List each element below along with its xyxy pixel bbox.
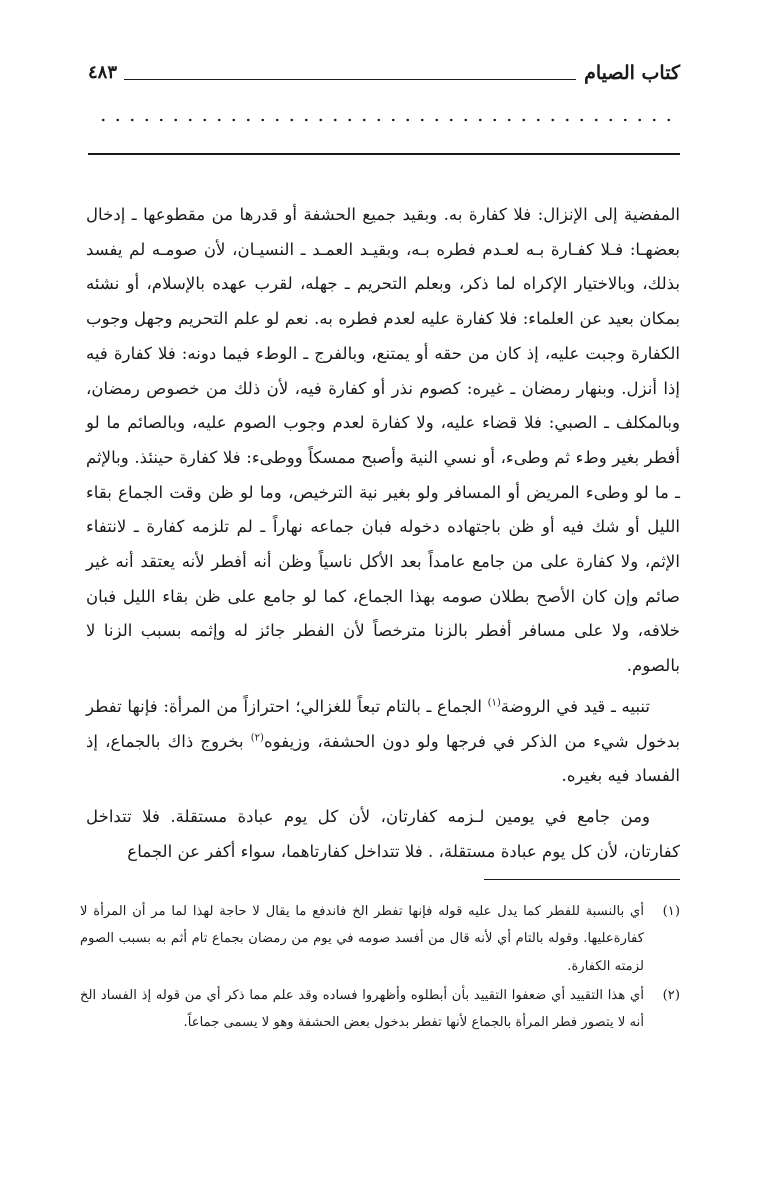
footnote-number: (١) <box>662 904 680 919</box>
running-header <box>88 62 680 92</box>
footnotes <box>80 898 680 1038</box>
footnote-number: (٢) <box>662 987 680 1003</box>
text-run: بخروج ذاك بالجماع، إذ الفساد فيه بغيره. <box>86 731 680 786</box>
page-number: ٤٨٣ <box>88 62 118 83</box>
footnote-text: أي بالنسبة للفطر كما يدل عليه قوله فإنها تفطر الخ فاندفع ما يقال لا حاجة لهذا لما مر أن المرأة لا كفارةعليها. وقوله بالتام أي لأنه قال من أفسد صومه في يوم من رمضان بجماع تام أثم به بسبب الصوم لزمته الكفارة. <box>80 904 644 974</box>
chapter-title: كتاب الصيام <box>584 62 680 84</box>
footnote-separator <box>484 879 680 880</box>
text-run: الجماع ـ بالتام تبعاً للغزالي؛ احترازاً من المرأة: فإنها تفطر بدخول شيء من الذكر في فرجها ولو دون الحشفة، وزيفوه <box>86 696 680 751</box>
paragraph: ومن جامع في يومين لـزمه كفارتان، لأن كل يوم عبادة مستقلة. فلا تتداخل كفارتان، لأن كل يوم عبادة مستقلة، . فلا تتداخل كفارتاهما، سواء أكفر عن الجماع <box>86 806 680 861</box>
dotted-divider <box>96 114 676 126</box>
top-rule <box>88 153 680 155</box>
footnote <box>80 982 680 1037</box>
paragraph: المفضية إلى الإنزال: فلا كفارة به. وبقيد جميع الحشفة أو قدرها من مقطوعها ـ إدخال بعضهـا: فـلا كفـارة بـه لعـدم فطره بـه، وبقيـد العمـد ـ النسيـان، لأن صومـه لم يفسد بذلك، وبالاختيار الإكراه لما ذكر، وبعلم التحريم ـ جهله، لقرب عهده بالإسلام، أو نشئه بمكان بعيد عن العلماء: فلا كفارة عليه لعدم فطره به. نعم لو علم التحريم وجهل وجوب الكفارة وجبت عليه، إذ كان من حقه أو يمتنع، وبالفرج ـ الوطء فيما دونه: فلا كفارة فيه إذا أنزل. وبنهار رمضان ـ غيره: كصوم نذر أو كفارة فيه، لأن ذلك من خصوص رمضان، وبالمكلف ـ الصبي: فلا قضاء عليه، ولا كفارة لعدم وجوب الصوم عليه، وبالصائم ما لو أفطر بغير وطء ثم وطىء، أو نسي النية وأصبح ممسكاً ووطىء: فلا كفارة حينئذ. وبالإثم ـ ما لو وطىء المريض أو المسافر ولو بغير نية الترخيص، وما لو ظن وقت الجماع بقاء الليل أو شك فيه أو ظن باجتهاده دخوله فبان جماعه نهاراً ـ لم تلزمه كفارة ـ لانتفاء الإثم، ولا كفارة على من جامع عامداً بعد الأكل ناسياً وظن أنه أفطر لأنه يعتقد أنه غير صائم وإن كان الأصح بطلان صومه بهذا الجماع، كما لو جامع على ظن بقاء الليل فبان خلافه، ولا على مسافر أفطر بالزنا مترخصاً لأن الفطر جائز له وإثمه بسبب الزنا لا بالصوم. <box>86 205 680 676</box>
header-rule <box>124 79 576 80</box>
footnote <box>80 898 680 980</box>
footnote-ref[interactable]: (٢) <box>250 732 264 744</box>
main-text <box>86 198 680 869</box>
footnote-text: أي هذا التقييد أي ضعفوا التقييد بأن أبطلوه وأظهروا فساده وقد علم مما ذكر أي من قوله إذ الفساد الخ أنه لا يتصور فطر المرأة بالجماع لأنها تفطر بدخول بعض الحشفة وهو لا يسمى جماعاً. <box>80 987 644 1031</box>
text-run: تنبيه ـ قيد في الروضة <box>500 696 650 716</box>
note-paragraph <box>86 690 680 794</box>
footnote-ref[interactable]: (١) <box>487 697 501 709</box>
